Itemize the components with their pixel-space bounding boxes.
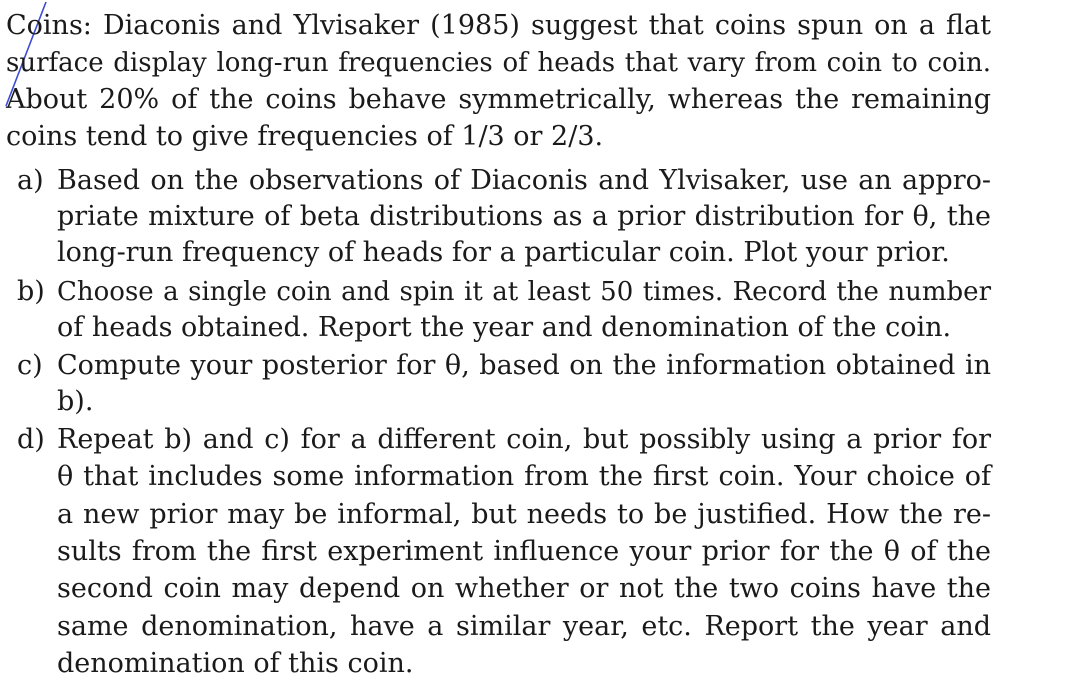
item-d-line-3: a new prior may be informal, but needs to be justified. How the re- [57, 499, 991, 530]
item-c-line-1: Compute your posterior for θ, based on the information obtained in [57, 350, 991, 381]
item-c-line-2: b). [57, 386, 94, 417]
item-a-label: a) [17, 165, 44, 196]
intro-line-2: surface display long-run frequencies of heads that vary from coin to coin. [6, 48, 991, 78]
cropped-previous-line [0, 0, 1087, 6]
item-b-label: b) [17, 276, 45, 307]
item-d-line-1: Repeat b) and c) for a different coin, but possibly using a prior for [57, 424, 991, 455]
item-d-line-2: θ that includes some information from the first coin. Your choice of [57, 461, 991, 492]
intro-line-4: coins tend to give frequencies of 1/3 or 2/3. [6, 121, 604, 152]
item-a-line-1: Based on the observations of Diaconis and Ylvisaker, use an appro- [57, 165, 991, 196]
intro-line-3: About 20% of the coins behave symmetrically, whereas the remaining [6, 84, 991, 115]
item-d-line-7: denomination of this coin. [57, 648, 414, 679]
item-d-line-5: second coin may depend on whether or not the two coins have the [57, 573, 991, 604]
item-b-line-2: of heads obtained. Report the year and denomination of the coin. [57, 312, 952, 343]
item-d-line-4: sults from the first experiment influence your prior for the θ of the [57, 536, 991, 567]
item-d-label: d) [17, 424, 45, 455]
item-b-line-1: Choose a single coin and spin it at least 50 times. Record the number [57, 277, 991, 307]
item-a-line-2: priate mixture of beta distributions as a prior distribution for θ, the [57, 201, 991, 232]
item-a-line-3: long-run frequency of heads for a particular coin. Plot your prior. [57, 237, 950, 268]
item-d-line-6: same denomination, have a similar year, etc. Report the year and [57, 611, 991, 642]
intro-line-1: Coins: Diaconis and Ylvisaker (1985) suggest that coins spun on a flat [6, 10, 991, 41]
item-c-label: c) [17, 350, 43, 381]
